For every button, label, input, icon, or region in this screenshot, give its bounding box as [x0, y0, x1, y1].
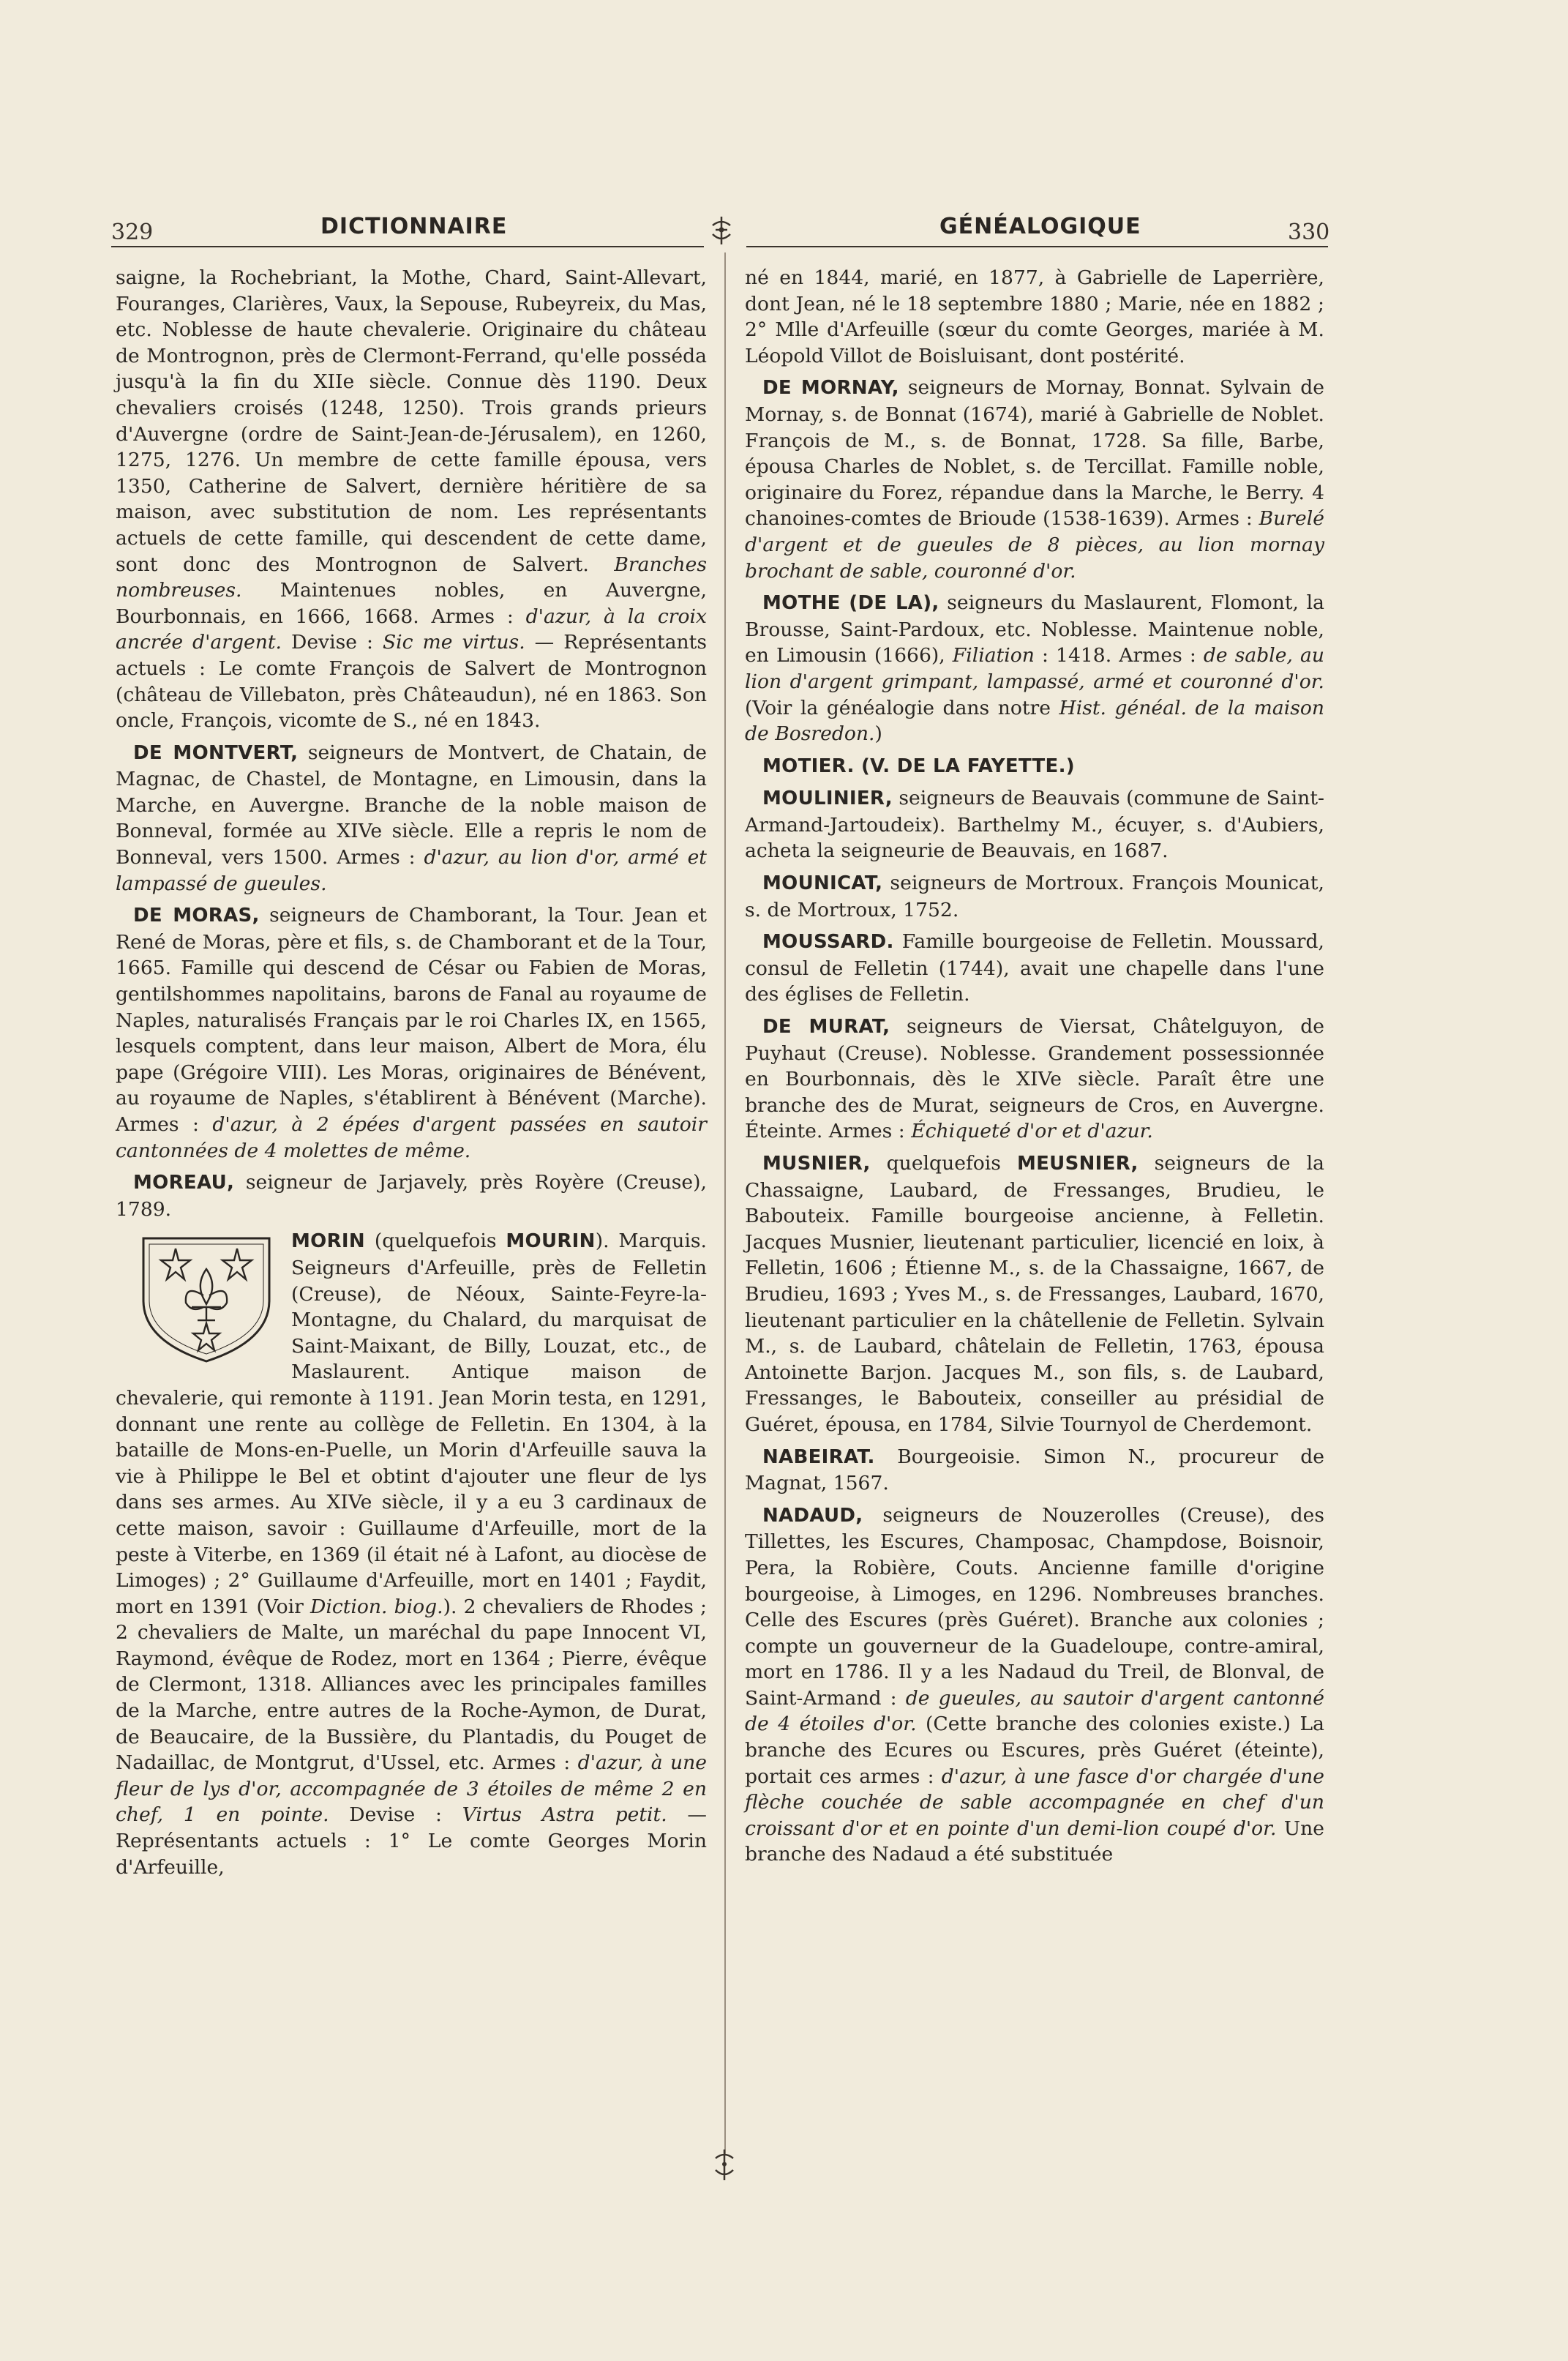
entry-headword: MOTIER. (V. DE LA FAYETTE.): [762, 755, 1075, 777]
right-running-title: GÉNÉALOGIQUE: [939, 214, 1141, 239]
entry-nabeirat: NABEIRAT. Bourgeoisie. Simon N., procureur de Magnat, 1567.: [745, 1445, 1324, 1495]
continuation-paragraph: saigne, la Rochebriant, la Mothe, Chard, Saint-Allevart, Fouranges, Clarières, Vaux, la Sepouse, Rubeyreix, du Mas, etc. Noblesse de haute chevalerie. Originaire du château de Montrognon, près de Clermont-Ferrand, qu'elle posséda jusqu'à la fin du XIIe siècle. Connue dès 1190. Deux chevaliers croisés (1248, 1250). Trois grands prieurs d'Auvergne (ordre de Saint-Jean-de-Jérusalem), en 1260, 1275, 1276. Un membre de cette famille épousa, vers 1350, Catherine de Salvert, dernière héritière de sa maison, avec substitution de nom. Les représentants actuels de cette famille, qui descendent de cette dame, sont donc des Montrognon de Salvert. Branches nombreuses. Maintenues nobles, en Auvergne, Bourbonnais, en 1666, 1668. Armes : d'azur, à la croix ancrée d'argent. Devise : Sic me virtus. — Représentants actuels : Le comte François de Salvert de Montrognon (château de Villebaton, près Châteaudun), né en 1863. Son oncle, François, vicomte de S., né en 1843.: [116, 266, 708, 733]
entry-morin: MORIN (quelquefois MOURIN). Marquis. Seigneurs d'Arfeuille, près de Felletin (Creuse), de Néoux, Sainte-Feyre-la-Montagne, du Chalard, du marquisat de Saint-Maixant, de Billy, Louzat, etc., de Maslaurent. Antique maison de chevalerie, qui remonte à 1191. Jean Morin testa, en 1291, donnant une rente au collège de Felletin. En 1304, à la bataille de Mons-en-Puelle, un Morin d'Arfeuille sauva la vie à Philippe le Bel et obtint d'ajouter une fleur de lys dans ses armes. Au XIVe siècle, il y a eu 3 cardinaux de cette maison, savoir : Guillaume d'Arfeuille, mort de la peste à Viterbe, en 1369 (il était né à Lafont, au diocèse de Limoges) ; 2° Guillaume d'Arfeuille, mort en 1401 ; Faydit, mort en 1391 (Voir Diction. biog.). 2 chevaliers de Rhodes ; 2 chevaliers de Malte, un maréchal du pape Innocent VI, Raymond, évêque de Rodez, mort en 1364 ; Pierre, évêque de Clermont, 1318. Alliances avec les principales familles de la Marche, entre autres de la Roche-Aymon, de Durat, de Beaucaire, de la Bussière, du Plantadis, du Pouget de Nadaillac, de Montgrut, d'Ussel, etc. Armes : d'azur, à une fleur de lys d'or, accompagnée de 3 étoiles de même 2 en chef, 1 en pointe. Devise : Virtus Astra petit. — Représentants actuels : 1° Le comte Georges Morin d'Arfeuille,: [116, 1230, 707, 1879]
entry-headword: DE MURAT,: [762, 1016, 890, 1039]
entry-mounicat: MOUNICAT, seigneurs de Mortroux. François Mounicat, s. de Mortroux, 1752.: [745, 872, 1324, 921]
header-rule-left: [111, 246, 704, 247]
fleuron-icon: [711, 2148, 738, 2182]
entry-headword: MOUNICAT,: [762, 872, 883, 895]
entry-headword: DE MORAS,: [133, 905, 260, 927]
right-column: [745, 265, 1324, 1874]
header-rule-right: [746, 246, 1328, 247]
entry-headword: MOREAU,: [133, 1172, 235, 1194]
page-header: [0, 214, 1568, 258]
right-page-number: 330: [1288, 220, 1330, 245]
entry-headword: DE MORNAY,: [762, 377, 899, 400]
coat-of-arms-icon: [133, 1231, 280, 1366]
entry-headword: DE MONTVERT,: [133, 741, 299, 764]
entry-headword: MUSNIER,: [762, 1153, 871, 1175]
entry-headword: NADAUD,: [762, 1504, 863, 1527]
entry-moussard: MOUSSARD. Famille bourgeoise de Felletin. Moussard, consul de Felletin (1744), avait une chapelle dans l'une des églises de Felletin.: [745, 930, 1324, 1006]
left-page-number: 329: [111, 220, 154, 245]
entry-de-murat: DE MURAT, seigneurs de Viersat, Châtelguyon, de Puyhaut (Creuse). Noblesse. Grandement possessionnée en Bourbonnais, dès le XIVe siècle. Paraît être une branche des de Murat, seigneurs de Cros, en Auvergne. Éteinte. Armes : Échiqueté d'or et d'azur.: [745, 1015, 1325, 1143]
column-divider: [724, 252, 726, 2155]
entry-headword: MORIN: [291, 1230, 365, 1253]
entry-mothe: MOTHE (DE LA), seigneurs du Maslaurent, Flomont, la Brousse, Saint-Pardoux, etc. Noblesse. Maintenue noble, en Limousin (1666), Filiation : 1418. Armes : de sable, au lion d'argent grimpant, lampassé, armé et couronné d'or. (Voir la généalogie dans notre Hist. généal. de la maison de Bosredon.): [745, 591, 1325, 746]
left-column: [116, 265, 707, 1886]
entry-de-mornay: DE MORNAY, seigneurs de Mornay, Bonnat. Sylvain de Mornay, s. de Bonnat (1674), marié à Gabrielle de Noblet. François de M., s. de Bonnat, 1728. Sa fille, Barbe, épousa Charles de Noblet, s. de Tercillat. Famille noble, originaire du Forez, répandue dans la Marche, le Berry. 4 chanoines-comtes de Brioude (1538-1639). Armes : Burelé d'argent et de gueules de 8 pièces, au lion mornay brochant de sable, couronné d'or.: [745, 376, 1324, 583]
entry-de-montvert: DE MONTVERT, seigneurs de Montvert, de Chatain, de Magnac, de Chastel, de Montagne, en Limousin, dans la Marche, en Auvergne. Branche de la noble maison de Bonneval, formée au XIVe siècle. Elle a repris le nom de Bonneval, vers 1500. Armes : d'azur, au lion d'or, armé et lampassé de gueules.: [116, 741, 707, 895]
entry-headword: MOUSSARD.: [762, 931, 894, 954]
left-running-title: DICTIONNAIRE: [320, 214, 508, 239]
continuation-paragraph: né en 1844, marié, en 1877, à Gabrielle de Laperrière, dont Jean, né le 18 septembre 1880 ; Marie, née en 1882 ; 2° Mlle d'Arfeuille (sœur du comte Georges, mariée à M. Léopold Villot de Boisluisant, dont postérité.: [745, 266, 1324, 367]
entry-musnier: MUSNIER, quelquefois MEUSNIER, seigneurs de la Chassaigne, Laubard, de Fressanges, Brudieu, le Babouteix. Famille bourgeoise ancienne, à Felletin. Jacques Musnier, lieutenant particulier, licencié en loix, à Felletin, 1606 ; Étienne M., s. de la Chassaigne, 1667, de Brudieu, 1693 ; Yves M., s. de Fressanges, Laubard, 1670, lieutenant particulier en la châtellenie de Felletin. Sylvain M., s. de Laubard, châtelain de Felletin, 1763, épousa Antoinette Barjon. Jacques M., son fils, s. de Laubard, Fressanges, le Babouteix, conseiller au présidial de Guéret, épousa, en 1784, Silvie Tournyol de Cherdemont.: [745, 1152, 1325, 1436]
entry-headword: MOTHE (DE LA),: [762, 592, 939, 615]
entry-nadaud: NADAUD, seigneurs de Nouzerolles (Creuse), des Tillettes, les Escures, Champosac, Champdose, Boisnoir, Pera, la Robière, Couts. Ancienne famille d'origine bourgeoise, à Limoges, en 1296. Nombreuses branches. Celle des Escures (près Guéret). Branche aux colonies ; compte un gouverneur de la Guadeloupe, contre-amiral, mort en 1786. Il y a les Nadaud du Treil, de Blonval, de Saint-Armand : de gueules, au sautoir d'argent cantonné de 4 étoiles d'or. (Cette branche des colonies existe.) La branche des Ecures ou Escures, près Guéret (éteinte), portait ces armes : d'azur, à une fasce d'or chargée d'une flèche couchée de sable accompagnée en chef d'un croissant d'or et en pointe d'un demi-lion coupé d'or. Une branche des Nadaud a été substituée: [745, 1503, 1325, 1866]
entry-moreau: MOREAU, seigneur de Jarjavely, près Royère (Creuse), 1789.: [116, 1171, 707, 1221]
entry-headword: NABEIRAT.: [762, 1445, 875, 1468]
entry-de-moras: DE MORAS, seigneurs de Chamborant, la Tour. Jean et René de Moras, père et fils, s. de Chamborant et de la Tour, 1665. Famille qui descend de César ou Fabien de Moras, gentilshommes napolitains, barons de Fanal au royaume de Naples, naturalisés Français par le roi Charles IX, en 1565, lesquels comptent, dans leur maison, Albert de Mora, élu pape (Grégoire VIII). Les Moras, originaires de Bénévent, au royaume de Naples, s'établirent à Bénévent (Marche). Armes : d'azur, à 2 épées d'argent passées en sautoir cantonnées de 4 molettes de même.: [116, 904, 707, 1162]
entry-motier: [745, 753, 1324, 780]
fleuron-icon: [707, 214, 736, 247]
entry-headword: MOULINIER,: [762, 787, 893, 810]
entry-moulinier: MOULINIER, seigneurs de Beauvais (commune de Saint-Armand-Jartoudeix). Barthelmy M., écuyer, s. d'Aubiers, acheta la seigneurie de Beauvais, en 1687.: [745, 787, 1324, 863]
